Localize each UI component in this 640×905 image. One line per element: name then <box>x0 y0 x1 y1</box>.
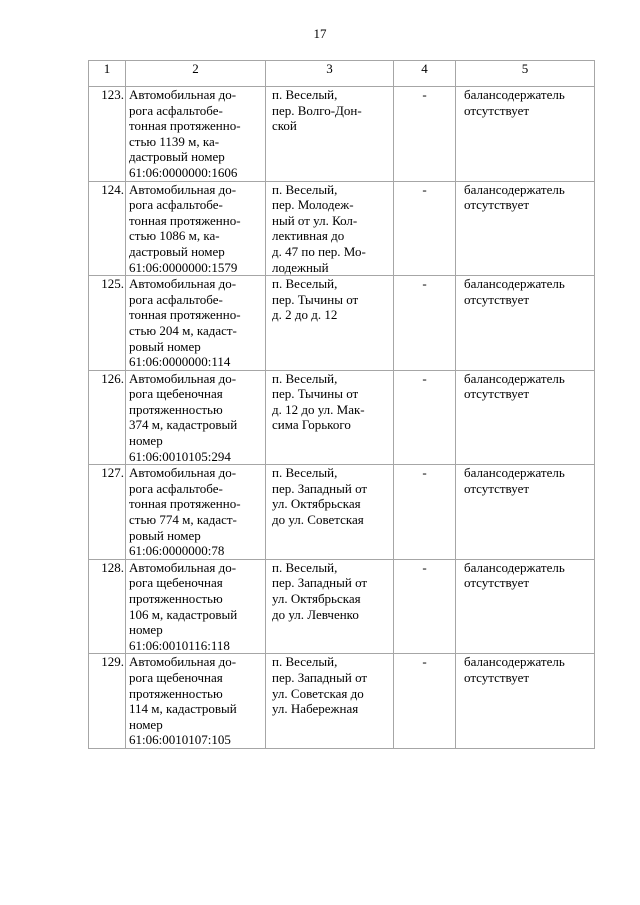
page-number: 17 <box>313 26 327 41</box>
owner-dash: - <box>394 87 456 182</box>
column-header-4: 4 <box>394 61 456 87</box>
balance-holder: балансодержатель отсутствует <box>456 87 595 182</box>
road-address: п. Веселый, пер. Западный от ул. Советская до ул. Набережная <box>266 654 394 749</box>
table-row <box>89 559 595 654</box>
owner-dash: - <box>394 465 456 560</box>
row-number: 129. <box>89 654 126 749</box>
table-row <box>89 276 595 371</box>
column-header-1: 1 <box>89 61 126 87</box>
owner-dash: - <box>394 559 456 654</box>
road-description: Автомобильная до- рога асфальтобе- тонная протяженно- стью 1139 м, ка- дастровый номер 61:06:0000000:1606 <box>126 87 266 182</box>
road-address: п. Веселый, пер. Западный от ул. Октябрьская до ул. Советская <box>266 465 394 560</box>
balance-holder: балансодержатель отсутствует <box>456 181 595 276</box>
row-number: 128. <box>89 559 126 654</box>
table-row <box>89 181 595 276</box>
road-address: п. Веселый, пер. Тычины от д. 2 до д. 12 <box>266 276 394 371</box>
table-row <box>89 87 595 182</box>
balance-holder: балансодержатель отсутствует <box>456 276 595 371</box>
owner-dash: - <box>394 654 456 749</box>
balance-holder: балансодержатель отсутствует <box>456 465 595 560</box>
road-description: Автомобильная до- рога щебеночная протяженностью 114 м, кадастровый номер 61:06:0010107:105 <box>126 654 266 749</box>
row-number: 126. <box>89 370 126 465</box>
table-row <box>89 465 595 560</box>
road-address: п. Веселый, пер. Молодеж- ный от ул. Кол- лективная до д. 47 по пер. Мо- лодежный <box>266 181 394 276</box>
road-description: Автомобильная до- рога асфальтобе- тонная протяженно- стью 774 м, кадаст- ровый номер 61:06:0000000:78 <box>126 465 266 560</box>
table-header-row <box>89 61 595 87</box>
column-header-2: 2 <box>126 61 266 87</box>
column-header-5: 5 <box>456 61 595 87</box>
road-description: Автомобильная до- рога щебеночная протяженностью 374 м, кадастровый номер 61:06:0010105:294 <box>126 370 266 465</box>
road-address: п. Веселый, пер. Тычины от д. 12 до ул. Мак- сима Горького <box>266 370 394 465</box>
road-description: Автомобильная до- рога асфальтобе- тонная протяженно- стью 1086 м, ка- дастровый номер 61:06:0000000:1579 <box>126 181 266 276</box>
road-registry-table <box>88 60 595 749</box>
table-row <box>89 654 595 749</box>
balance-holder: балансодержатель отсутствует <box>456 654 595 749</box>
row-number: 124. <box>89 181 126 276</box>
road-address: п. Веселый, пер. Волго-Дон- ской <box>266 87 394 182</box>
row-number: 123. <box>89 87 126 182</box>
road-address: п. Веселый, пер. Западный от ул. Октябрьская до ул. Левченко <box>266 559 394 654</box>
owner-dash: - <box>394 276 456 371</box>
balance-holder: балансодержатель отсутствует <box>456 370 595 465</box>
owner-dash: - <box>394 370 456 465</box>
row-number: 127. <box>89 465 126 560</box>
road-description: Автомобильная до- рога щебеночная протяженностью 106 м, кадастровый номер 61:06:0010116:118 <box>126 559 266 654</box>
row-number: 125. <box>89 276 126 371</box>
road-description: Автомобильная до- рога асфальтобе- тонная протяженно- стью 204 м, кадаст- ровый номер 61:06:0000000:114 <box>126 276 266 371</box>
owner-dash: - <box>394 181 456 276</box>
table-row <box>89 370 595 465</box>
column-header-3: 3 <box>266 61 394 87</box>
balance-holder: балансодержатель отсутствует <box>456 559 595 654</box>
